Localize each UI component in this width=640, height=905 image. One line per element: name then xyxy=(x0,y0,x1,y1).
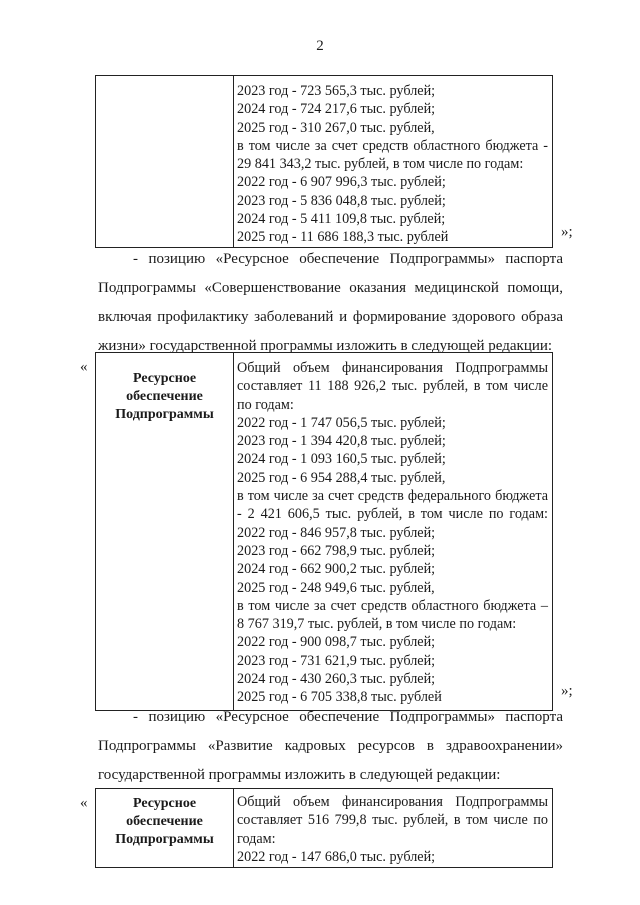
closing-quote: »; xyxy=(561,224,573,240)
paragraph-2 xyxy=(98,703,563,790)
table-top-line: в том числе за счет средств областного бюджета - xyxy=(237,137,548,154)
table-top-line: 2022 год - 6 907 996,3 тыс. рублей; xyxy=(237,174,446,191)
table-middle-line: 2022 год - 1 747 056,5 тыс. рублей; xyxy=(237,414,446,431)
table-middle-line: 2023 год - 731 621,9 тыс. рублей; xyxy=(237,652,436,669)
table-middle-line: 2024 год - 662 900,2 тыс. рублей; xyxy=(237,561,436,578)
paragraph-line: государственной программы изложить в следующей редакции: xyxy=(98,767,501,783)
table-middle-label-cell xyxy=(96,353,234,711)
label-line: Ресурсное xyxy=(132,371,197,386)
table-top-line: 2024 год - 724 217,6 тыс. рублей; xyxy=(237,101,436,118)
table-top-line: 29 841 343,2 тыс. рублей, в том числе по годам: xyxy=(237,156,524,173)
table-top-line: 2023 год - 723 565,3 тыс. рублей; xyxy=(237,83,436,99)
resource-table-middle xyxy=(95,352,553,711)
closing-quote: »; xyxy=(561,683,573,699)
table-bottom-line: Общий объем финансирования Подпрограммы xyxy=(237,794,548,810)
resource-table-bottom xyxy=(95,788,553,868)
label-line: Подпрограммы xyxy=(115,832,214,847)
table-middle-line: 2023 год - 662 798,9 тыс. рублей; xyxy=(237,542,436,559)
table-middle-line: 2024 год - 1 093 160,5 тыс. рублей; xyxy=(237,451,446,468)
table-bottom-value-cell xyxy=(234,789,553,868)
opening-quote: « xyxy=(80,795,88,811)
paragraph-1 xyxy=(98,245,563,361)
table-middle-line: 2022 год - 846 957,8 тыс. рублей; xyxy=(237,524,436,541)
table-bottom-line: годам: xyxy=(237,830,276,847)
table-middle-line: - 2 421 606,5 тыс. рублей, в том числе по годам: xyxy=(237,506,548,523)
label-line: обеспечение xyxy=(126,389,203,404)
table-middle-line: 2025 год - 248 949,6 тыс. рублей, xyxy=(237,579,435,596)
paragraph-line: - позицию «Ресурсное обеспечение Подпрограммы» паспорта xyxy=(133,251,563,267)
table-top-line: 2025 год - 310 267,0 тыс. рублей, xyxy=(237,119,435,136)
resource-table-top xyxy=(95,75,553,248)
label-line: обеспечение xyxy=(126,814,203,829)
table-top-left-cell xyxy=(96,76,234,248)
table-middle-line: в том числе за счет средств областного бюджета – xyxy=(237,597,548,614)
table-middle-line: 2023 год - 1 394 420,8 тыс. рублей; xyxy=(237,433,446,450)
table-middle-line: Общий объем финансирования Подпрограммы xyxy=(237,360,548,376)
paragraph-line: Подпрограммы «Совершенствование оказания медицинской помощи, xyxy=(98,280,563,296)
table-top-line: 2025 год - 11 686 188,3 тыс. рублей xyxy=(237,229,449,246)
table-middle-line: 2022 год - 900 098,7 тыс. рублей; xyxy=(237,634,436,651)
table-middle-line: 2025 год - 6 954 288,4 тыс. рублей, xyxy=(237,469,446,486)
table-middle-line: 8 767 319,7 тыс. рублей, в том числе по годам: xyxy=(237,616,517,633)
table-top-line: 2024 год - 5 411 109,8 тыс. рублей; xyxy=(237,211,446,228)
table-middle-line: 2025 год - 6 705 338,8 тыс. рублей xyxy=(237,689,442,706)
table-top-right-cell xyxy=(234,76,553,248)
paragraph-line: - позицию «Ресурсное обеспечение Подпрограммы» паспорта xyxy=(133,709,563,725)
label-line: Ресурсное xyxy=(132,796,197,811)
table-bottom-line: 2022 год - 147 686,0 тыс. рублей; xyxy=(237,848,436,865)
table-bottom-line: составляет 516 799,8 тыс. рублей, в том числе по xyxy=(237,812,548,829)
paragraph-line: Подпрограммы «Развитие кадровых ресурсов в здравоохранении» xyxy=(98,738,563,754)
table-middle-line: в том числе за счет средств федерального бюджета xyxy=(237,488,548,505)
paragraph-line: включая профилактику заболеваний и формирование здорового образа xyxy=(98,309,563,325)
table-bottom-label-cell xyxy=(96,789,234,868)
table-middle-line: по годам: xyxy=(237,396,294,413)
page-number: 2 xyxy=(316,38,324,54)
table-middle-line: 2024 год - 430 260,3 тыс. рублей; xyxy=(237,671,436,688)
table-middle-line: составляет 11 188 926,2 тыс. рублей, в том числе xyxy=(237,378,548,395)
table-top-line: 2023 год - 5 836 048,8 тыс. рублей; xyxy=(237,192,446,209)
table-middle-value-cell xyxy=(234,353,553,711)
paragraph-line: жизни» государственной программы изложить в следующей редакции: xyxy=(98,338,553,354)
label-line: Подпрограммы xyxy=(115,407,214,422)
opening-quote: « xyxy=(80,359,88,375)
